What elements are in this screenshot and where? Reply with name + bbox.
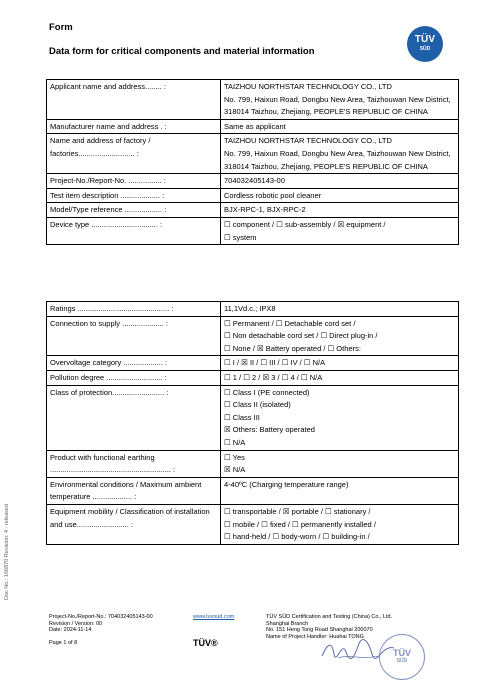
field-value-line: ☐ Class II (isolated) — [224, 400, 291, 410]
tuv-sud-logo — [407, 26, 443, 62]
footer-website-link[interactable]: www.tuvsud.com — [193, 614, 235, 620]
footer-tuv-mark: TÜV® — [193, 638, 218, 648]
field-label: Overvoltage category ................... : — [47, 356, 221, 371]
logo-text-tuv: TÜV — [414, 34, 436, 45]
field-value-line: ☐ Yes — [224, 452, 245, 462]
field-label: Name and address of factory / factories........................... : — [47, 134, 221, 174]
field-label: Class of protection......................... : — [47, 385, 221, 450]
field-value-line: ☒ Others: Battery operated — [224, 425, 315, 435]
field-value-line: ☐ Permanent / ☐ Detachable cord set / — [224, 318, 356, 328]
applicant-info-row — [47, 134, 459, 174]
applicant-info-row — [47, 203, 459, 218]
field-label: Manufacturer name and address . : — [47, 119, 221, 134]
applicant-info-row — [47, 80, 459, 120]
field-value — [221, 80, 459, 120]
field-value-line: 704032405143-00 — [224, 176, 285, 186]
field-value — [221, 504, 459, 544]
field-value-line: 4-40ºC (Charging temperature range) — [224, 479, 349, 489]
form-label: Form — [49, 22, 73, 33]
field-value-line: TAIZHOU NORTHSTAR TECHNOLOGY CO., LTD — [224, 82, 392, 91]
field-value-line: ☐ I / ☒ II / ☐ III / ☐ IV / ☐ N/A — [224, 358, 326, 368]
field-value — [221, 302, 459, 317]
field-value — [221, 316, 459, 356]
field-value-line: ☐ mobile / ☐ fixed / ☐ permanently installed / — [224, 519, 376, 529]
footer-date: Date: 2024-11-14 — [49, 627, 92, 634]
field-label: Connection to supply .................... : — [47, 316, 221, 356]
field-label: Product with functional earthing .......................................................... : — [47, 450, 221, 477]
applicant-info-table — [46, 79, 459, 245]
field-value — [221, 356, 459, 371]
footer-address: No. 151 Heng Tong Road Shanghai 200070 — [266, 627, 373, 634]
field-value — [221, 217, 459, 244]
applicant-info-row — [47, 119, 459, 134]
applicant-info-row — [47, 217, 459, 244]
footer-revision: Revision / Version: 00 — [49, 620, 103, 627]
tuv-sud-stamp — [379, 634, 425, 680]
footer-project-number: Project-No./Report-No.: 704032405143-00 — [49, 614, 153, 620]
field-value — [221, 385, 459, 450]
field-label: Ratings ............................................ : — [47, 302, 221, 317]
field-value-line: ☐ system — [224, 232, 257, 242]
ratings-row — [47, 370, 459, 385]
field-value-line: ☐ Class I (PE connected) — [224, 387, 310, 397]
stamp-text-sud: SÜD — [396, 658, 408, 664]
ratings-row — [47, 356, 459, 371]
footer-branch: Shanghai Branch — [266, 620, 309, 627]
field-value-line: Cordless robotic pool cleaner — [224, 190, 322, 200]
field-value-line: 11,1Vd.c.; IPX8 — [224, 304, 276, 313]
field-label: Equipment mobility / Classification of installation and use......................... : — [47, 504, 221, 544]
field-value-line: ☐ Class III — [224, 412, 260, 422]
field-label: Model/Type reference .................. : — [47, 203, 221, 218]
ratings-row — [47, 450, 459, 477]
field-label: Project-No./Report-No. ................ : — [47, 174, 221, 189]
field-value — [221, 203, 459, 218]
field-value-line: ☐ component / ☐ sub-assembly / ☒ equipment / — [224, 219, 386, 229]
ratings-row — [47, 504, 459, 544]
applicant-info-row — [47, 174, 459, 189]
field-value-line: ☐ N/A — [224, 437, 246, 447]
field-value-line: ☐ Non detachable cord set / ☐ Direct plug-in / — [224, 331, 378, 341]
field-value — [221, 174, 459, 189]
field-label: Pollution degree ........................... : — [47, 370, 221, 385]
field-value — [221, 477, 459, 504]
field-label: Test item description ................... : — [47, 188, 221, 203]
field-value — [221, 450, 459, 477]
field-value-line: ☐ 1 / ☐ 2 / ☒ 3 / ☐ 4 / ☐ N/A — [224, 372, 323, 382]
ratings-row — [47, 316, 459, 356]
ratings-row — [47, 477, 459, 504]
field-value-line: Same as applicant — [224, 121, 286, 131]
document-number-side-text: Doc No.: 166870 Revision: 4 - released — [4, 504, 10, 600]
field-value — [221, 119, 459, 134]
footer-project-info — [49, 614, 153, 646]
field-value — [221, 134, 459, 174]
field-value-line: ☐ hand-held / ☐ body-worn / ☐ building-in / — [224, 532, 370, 542]
field-value-line: No. 799, Haixun Road, Dongbu New Area, Taizhouwan New District, 318014 Taizhou, Zhejiang, PEOPLE'S REPUBLIC OF CHINA — [224, 94, 451, 117]
footer-page-number: Page 1 of 8 — [49, 639, 78, 646]
field-value — [221, 370, 459, 385]
field-value-line: ☒ N/A — [224, 465, 246, 475]
applicant-info-row — [47, 188, 459, 203]
field-label: Environmental conditions / Maximum ambient temperature ................... : — [47, 477, 221, 504]
ratings-row — [47, 385, 459, 450]
footer-project-handler: Name of Project Handler: Huahai TONG — [266, 633, 364, 640]
field-value-line: ☐ None / ☒ Battery operated / ☐ Others: — [224, 343, 361, 353]
ratings-table — [46, 301, 459, 545]
ratings-row — [47, 302, 459, 317]
field-value-line: No. 799, Haixun Road, Dongbu New Area, Taizhouwan New District, 318014 Taizhou, Zhejiang, PEOPLE'S REPUBLIC OF CHINA — [224, 148, 451, 171]
field-label: Device type ................................ : — [47, 217, 221, 244]
document-title: Data form for critical components and material information — [49, 46, 315, 57]
field-value-line: BJX-RPC-1, BJX-RPC-2 — [224, 205, 306, 215]
logo-text-sud: SÜD — [419, 46, 431, 52]
field-value — [221, 188, 459, 203]
field-label: Applicant name and address........ : — [47, 80, 221, 120]
stamp-text-tuv: TÜV — [393, 648, 411, 658]
field-value-line: ☐ transportable / ☒ portable / ☐ stationary / — [224, 506, 371, 516]
footer-company-name: TÜV SÜD Certification and Testing (China) Co., Ltd. — [266, 614, 393, 620]
field-value-line: TAIZHOU NORTHSTAR TECHNOLOGY CO., LTD — [224, 136, 392, 146]
